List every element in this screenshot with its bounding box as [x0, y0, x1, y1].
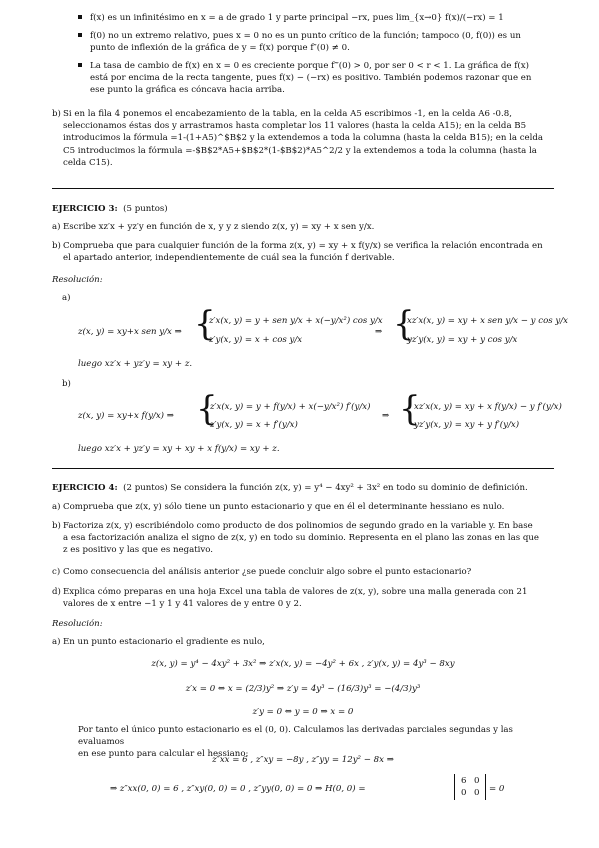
section-divider — [52, 468, 554, 469]
left-brace-icon: { — [194, 304, 216, 344]
ex4-item-a — [52, 501, 554, 513]
equation-yzy: yz′y(x, y) = xy + y f′(y/x) — [414, 420, 520, 430]
equation-lhs: z(x, y) = xy+x sen y/x ⇒ — [78, 327, 182, 337]
res-label-b: b) — [62, 379, 71, 389]
ex3-item-b — [52, 240, 554, 264]
equation-zx: z′x(x, y) = y + sen y/x + x(−y/x²) cos y/x — [209, 316, 383, 326]
item-text: Como consecuencia del análisis anterior ¿se puede concluir algo sobre el punto estacionario? — [63, 567, 472, 577]
item-label: d) — [52, 587, 61, 597]
paragraph-line: seleccionamos éstas dos y arrastramos hasta completar los 11 valores (hasta la celda A15); en la celda B5 — [63, 121, 527, 132]
ex4-item-b — [52, 520, 554, 557]
hessian-determinant — [454, 774, 486, 800]
item-label: b) — [52, 241, 61, 251]
item-label: a) — [52, 222, 61, 232]
item-label: b) — [52, 521, 61, 531]
paragraph-line: C5 introducimos la fórmula =-$B$2*A5+$B$2*(1-$B$2)*A5^2/2 y la extendemos a toda la columna (hasta la — [63, 145, 537, 156]
item-label: c) — [52, 567, 61, 577]
paragraph-line: introducimos la fórmula =1-(1+A5)^$B$2 y la extendemos a toda la columna (hasta la celda B15); en la celda — [63, 133, 543, 144]
implies-symbol: ⇒ — [382, 411, 390, 421]
equation-second-derivatives: z″xx = 6 , z″xy = −8y , z″yy = 12y² − 8x ⇒ — [212, 755, 394, 765]
paragraph-line: en ese punto para calcular el hessiano: — [78, 749, 249, 760]
bullet-text: f(0) no un extremo relativo, pues x = 0 no es un punto crítico de la función; tampoco (0, f(0)) es un — [90, 31, 521, 41]
hessian-cell: 6 — [461, 776, 467, 786]
equation-yzy: yz′y(x, y) = xy + y cos y/x — [407, 335, 518, 345]
equation-xzx: xz′x(x, y) = xy + x f(y/x) − y f′(y/x) — [414, 402, 562, 412]
hessian-cell: 0 — [474, 788, 480, 798]
ex4-item-d — [52, 586, 554, 610]
bullet-icon — [78, 63, 82, 67]
item-text: Comprueba que z(x, y) sólo tiene un punto estacionario y que en él el determinante hessiano es nulo. — [63, 502, 505, 512]
bullet-text: ese punto la gráfica es cóncava hacia arriba. — [90, 85, 285, 96]
hessian-value: = 0 — [489, 784, 505, 794]
item-text: Factoriza z(x, y) escribiéndolo como producto de dos polinomios de segundo grado en la variable y. En base — [63, 521, 533, 531]
section-divider — [52, 188, 554, 189]
item-label: a) — [52, 637, 61, 647]
paragraph-line: celda C15). — [63, 157, 113, 168]
item-text: el apartado anterior, independientemente de cuál sea la función f derivable. — [63, 253, 395, 264]
exercise-3-heading — [52, 203, 168, 215]
item-label: b) — [52, 109, 61, 119]
resolucion-label: Resolución: — [52, 275, 103, 285]
item-text: En un punto estacionario el gradiente es nulo, — [63, 637, 265, 647]
left-brace-icon: { — [196, 389, 218, 429]
equation-lhs: z(x, y) = xy+x f(y/x) ⇒ — [78, 411, 174, 421]
bullet-text: punto de inflexión de la gráfica de y = f(x) porque f″(0) ≠ 0. — [90, 43, 350, 54]
result-line: luego xz′x + yz′y = xy + z. — [78, 359, 193, 369]
item-text: Escribe xz′x + yz′y en función de x, y y z siendo z(x, y) = xy + x sen y/x. — [63, 222, 375, 232]
implies-symbol: ⇒ — [375, 327, 383, 337]
exercise-intro: (2 puntos) Se considera la función z(x, y) = y⁴ − 4xy² + 3x² en todo su dominio de definición. — [123, 483, 528, 493]
res-label-a: a) — [62, 293, 71, 303]
item-text: valores de x entre −1 y 1 y 41 valores de y entre 0 y 2. — [63, 599, 302, 610]
item-label: a) — [52, 502, 61, 512]
left-brace-icon: { — [399, 389, 421, 429]
exercise-4-heading — [52, 482, 554, 494]
resolucion-label: Resolución: — [52, 619, 103, 629]
bullet-infinitesimo — [90, 12, 554, 24]
exercise-points: (5 puntos) — [123, 204, 168, 214]
item-text: z es positivo y las que es negativo. — [63, 545, 214, 556]
bullet-text: está por encima de la recta tangente, pues f(x) − (−rx) es positivo. También podemos razonar que en — [90, 73, 532, 84]
bullet-icon — [78, 33, 82, 37]
equation-xzx: xz′x(x, y) = xy + x sen y/x − y cos y/x — [407, 316, 568, 326]
left-brace-icon: { — [393, 304, 415, 344]
equation-zy: z′y(x, y) = x + cos y/x — [209, 335, 303, 345]
paragraph-line: Si en la fila 4 ponemos el encabezamiento de la tabla, en la celda A5 escribimos -1, en la celda A6 -0.8, — [63, 109, 512, 119]
prev-item-b — [52, 108, 554, 169]
hessian-cell: 0 — [461, 788, 467, 798]
bullet-extremo — [90, 30, 554, 54]
exercise-title: EJERCICIO 3: — [52, 204, 118, 214]
ex3-item-a — [52, 221, 554, 233]
hessian-cell: 0 — [474, 776, 480, 786]
equation-zx-zero: z′x = 0 ⇔ x = (2/3)y² ⇒ z′y = 4y³ − (16/3)y³ = −(4/3)y³ — [185, 684, 421, 694]
item-text: Comprueba que para cualquier función de la forma z(x, y) = xy + x f(y/x) se verifica la relación encontrada en — [63, 241, 543, 251]
bullet-text: f(x) es un infinitésimo en x = a de grado 1 y parte principal −rx, pues lim_{x→0} f(x)/(−rx) = 1 — [90, 13, 504, 23]
equation-hessian-eval: ⇒ z″xx(0, 0) = 6 , z″xy(0, 0) = 0 , z″yy(0, 0) = 0 ⇒ H(0, 0) = — [110, 784, 366, 794]
result-line: luego xz′x + yz′y = xy + xy + x f(y/x) = xy + z. — [78, 444, 280, 454]
item-text: a esa factorización analiza el signo de z(x, y) en todo su dominio. Representa en el plano las zonas en las que — [63, 533, 539, 544]
equation-zx: z′x(x, y) = y + f(y/x) + x(−y/x²) f′(y/x) — [210, 402, 371, 412]
item-text: Explica cómo preparas en una hoja Excel una tabla de valores de z(x, y), sobre una malla generada con 21 — [63, 587, 528, 597]
ex4-res-a — [52, 636, 554, 648]
equation-zy-zero: z′y = 0 ⇔ y = 0 ⇒ x = 0 — [252, 707, 354, 717]
paragraph-line: Por tanto el único punto estacionario es el (0, 0). Calculamos las derivadas parciales segundas y las evaluamos — [78, 725, 513, 748]
bullet-icon — [78, 15, 82, 19]
bullet-text: La tasa de cambio de f(x) en x = 0 es creciente porque f‴(0) > 0, por ser 0 < r < 1. La gráfica de f(x) — [90, 61, 529, 71]
equation-zy: z′y(x, y) = x + f′(y/x) — [210, 420, 298, 430]
ex4-item-c — [52, 566, 554, 578]
equation-gradient: z(x, y) = y⁴ − 4xy² + 3x² ⇒ z′x(x, y) = −4y² + 6x , z′y(x, y) = 4y³ − 8xy — [151, 659, 455, 669]
exercise-title: EJERCICIO 4: — [52, 483, 118, 493]
bullet-tasa-cambio — [90, 60, 554, 97]
